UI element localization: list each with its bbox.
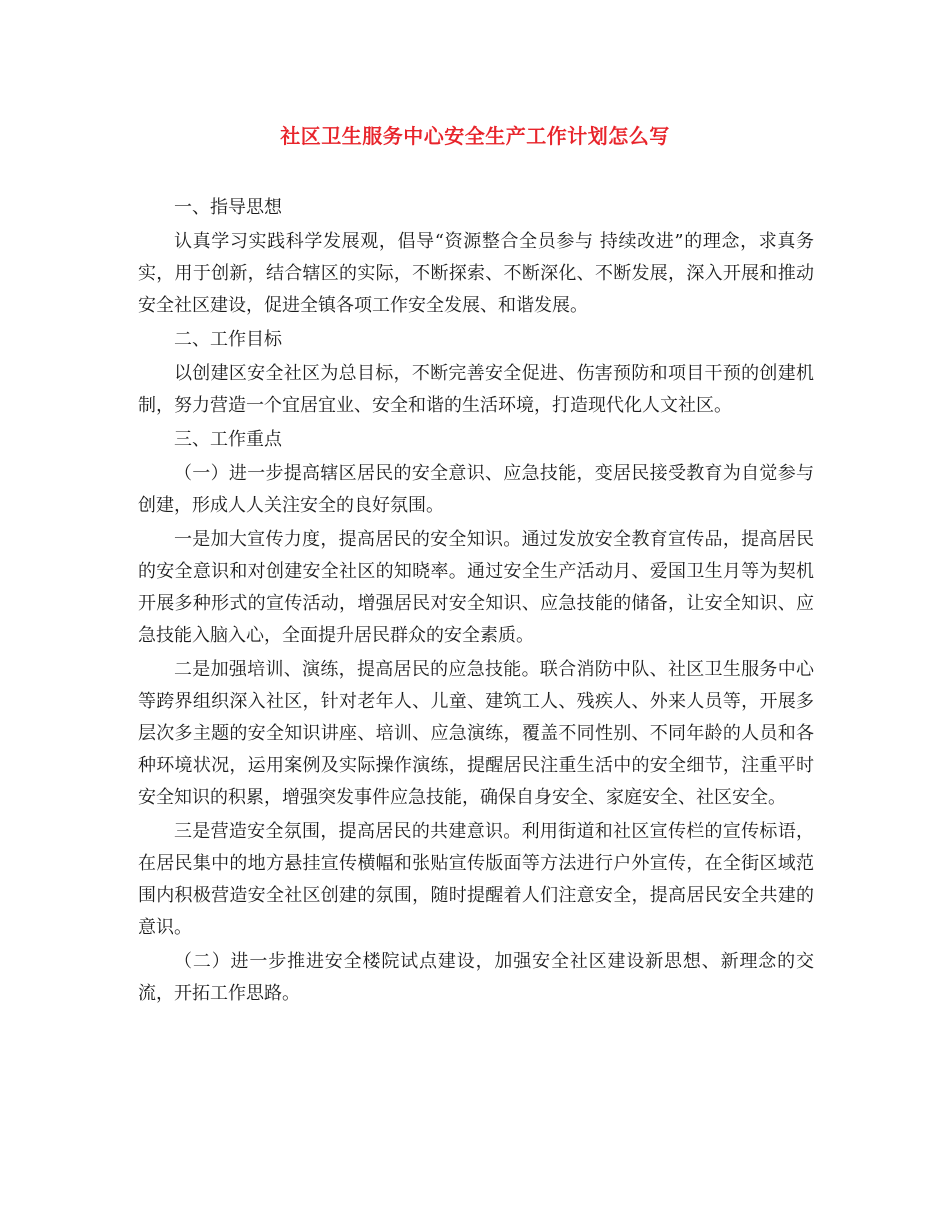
paragraph-publicity: 一是加大宣传力度，提高居民的安全知识。通过发放安全教育宣传品，提高居民的安全意识和对创建安全社区的知晓率。通过安全生产活动月、爱国卫生月等为契机开展多种形式的宣传活动，增强居民对安全知识、应急技能的储备，让安全知识、应急技能入脑入心，全面提升居民群众的安全素质。 <box>138 529 814 646</box>
paragraph-guiding-ideology: 认真学习实践科学发展观，倡导“资源整合全员参与 持续改进”的理念，求真务实，用于创新，结合辖区的实际，不断探索、不断深化、不断发展，深入开展和推动安全社区建设，促进全镇各项工作安全发展、和谐发展。 <box>138 231 814 316</box>
section-heading-guiding-ideology: 一、指导思想 <box>174 197 282 218</box>
document-title: 社区卫生服务中心安全生产工作计划怎么写 <box>280 124 670 148</box>
section-heading-work-goals: 二、工作目标 <box>174 329 282 350</box>
paragraph-work-goals: 以创建区安全社区为总目标，不断完善安全促进、伤害预防和项目干预的创建机制，努力营造一个宜居宜业、安全和谐的生活环境，打造现代化人文社区。 <box>138 363 814 416</box>
paragraph-focus-item-1: （一）进一步提高辖区居民的安全意识、应急技能，变居民接受教育为自觉参与创建，形成人人关注安全的良好氛围。 <box>138 463 814 516</box>
paragraph-atmosphere: 三是营造安全氛围，提高居民的共建意识。利用街道和社区宣传栏的宣传标语，在居民集中的地方悬挂宣传横幅和张贴宣传版面等方法进行户外宣传，在全街区域范围内积极营造安全社区创建的氛围，随时提醒着人们注意安全，提高居民安全共建的意识。 <box>138 821 814 938</box>
paragraph-training: 二是加强培训、演练，提高居民的应急技能。联合消防中队、社区卫生服务中心等跨界组织深入社区，针对老年人、儿童、建筑工人、残疾人、外来人员等，开展多层次多主题的安全知识讲座、培训、应急演练，覆盖不同性别、不同年龄的人员和各种环境状况，运用案例及实际操作演练，提醒居民注重生活中的安全细节，注重平时安全知识的积累，增强突发事件应急技能，确保自身安全、家庭安全、社区安全。 <box>138 659 814 808</box>
paragraph-focus-item-2: （二）进一步推进安全楼院试点建设，加强安全社区建设新思想、新理念的交流，开拓工作思路。 <box>138 951 814 1004</box>
document-body <box>138 192 814 1012</box>
section-heading-work-focus: 三、工作重点 <box>174 429 282 450</box>
